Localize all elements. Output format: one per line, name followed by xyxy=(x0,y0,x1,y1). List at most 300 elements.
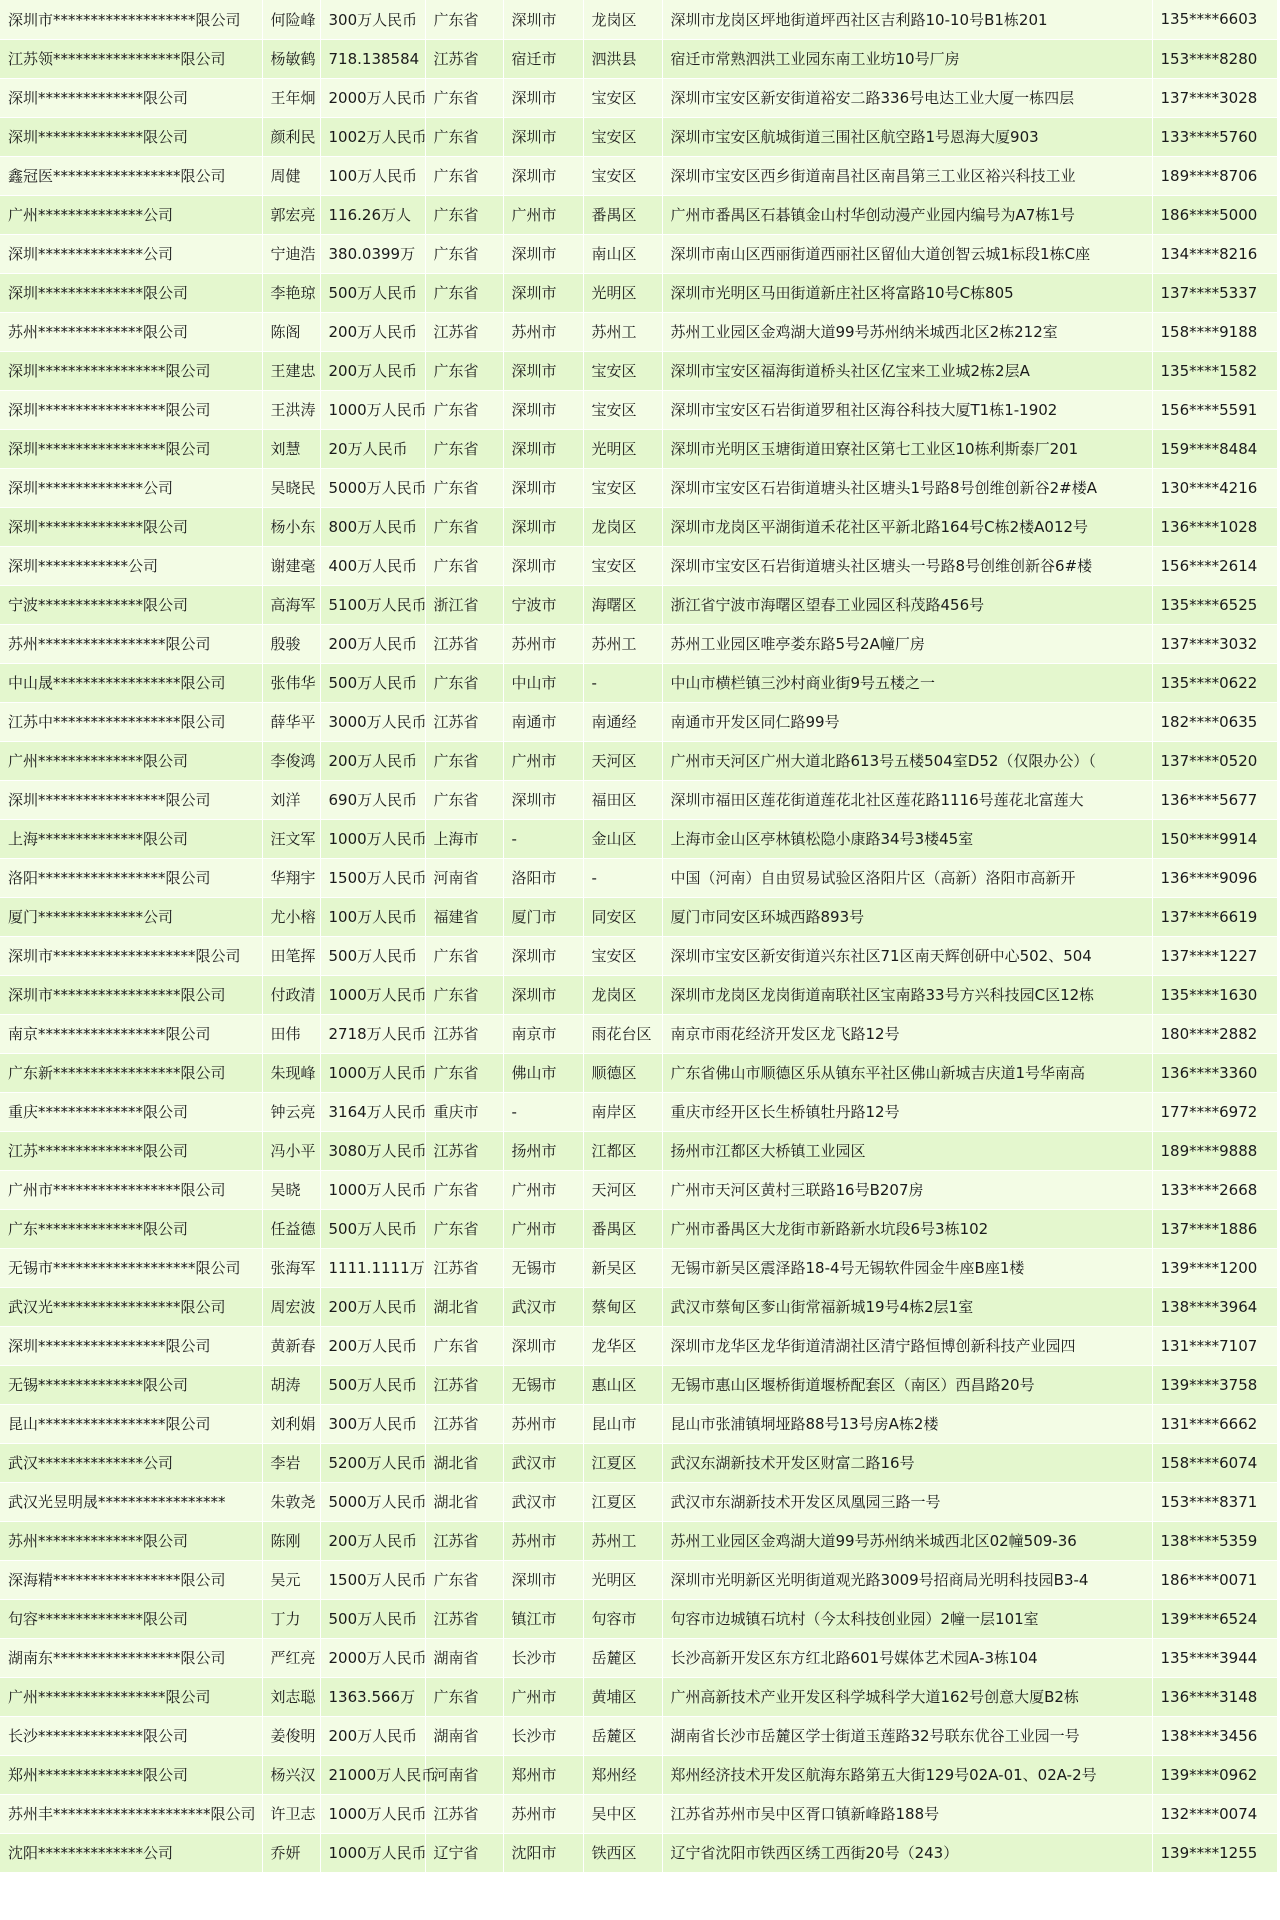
phone-cell: 135****0622 xyxy=(1152,663,1277,702)
city-cell: 深圳市 xyxy=(503,975,583,1014)
address-cell: 苏州工业园区唯亭娄东路5号2A幢厂房 xyxy=(662,624,1152,663)
table-row xyxy=(0,1560,1277,1599)
registered-capital-cell: 116.26万人 xyxy=(320,195,425,234)
company-name-cell: 武汉光*****************限公司 xyxy=(0,1287,262,1326)
company-name-cell: 宁波**************限公司 xyxy=(0,585,262,624)
district-cell: 昆山市 xyxy=(583,1404,662,1443)
registered-capital-cell: 690万人民币 xyxy=(320,780,425,819)
company-name-cell: 深圳**************限公司 xyxy=(0,507,262,546)
company-name-cell: 深圳**************公司 xyxy=(0,234,262,273)
address-cell: 深圳市南山区西丽街道西丽社区留仙大道创智云城1标段1栋C座 xyxy=(662,234,1152,273)
city-cell: 郑州市 xyxy=(503,1755,583,1794)
legal-representative-cell: 吴元 xyxy=(262,1560,320,1599)
district-cell: 蔡甸区 xyxy=(583,1287,662,1326)
district-cell: 南岸区 xyxy=(583,1092,662,1131)
phone-cell: 136****3148 xyxy=(1152,1677,1277,1716)
address-cell: 浙江省宁波市海曙区望春工业园区科茂路456号 xyxy=(662,585,1152,624)
legal-representative-cell: 杨小东 xyxy=(262,507,320,546)
phone-cell: 135****6603 xyxy=(1152,0,1277,39)
phone-cell: 137****3032 xyxy=(1152,624,1277,663)
phone-cell: 133****5760 xyxy=(1152,117,1277,156)
legal-representative-cell: 何险峰 xyxy=(262,0,320,39)
registered-capital-cell: 3000万人民币 xyxy=(320,702,425,741)
legal-representative-cell: 王年炯 xyxy=(262,78,320,117)
province-cell: 广东省 xyxy=(425,1677,503,1716)
registered-capital-cell: 1000万人民币 xyxy=(320,819,425,858)
table-row xyxy=(0,819,1277,858)
registered-capital-cell: 100万人民币 xyxy=(320,156,425,195)
city-cell: 深圳市 xyxy=(503,507,583,546)
legal-representative-cell: 王建忠 xyxy=(262,351,320,390)
company-name-cell: 江苏中*****************限公司 xyxy=(0,702,262,741)
table-row xyxy=(0,1404,1277,1443)
province-cell: 江苏省 xyxy=(425,1794,503,1833)
company-name-cell: 苏州*****************限公司 xyxy=(0,624,262,663)
phone-cell: 153****8280 xyxy=(1152,39,1277,78)
table-row xyxy=(0,1716,1277,1755)
table-row xyxy=(0,1443,1277,1482)
city-cell: 厦门市 xyxy=(503,897,583,936)
company-name-cell: 湖南东*****************限公司 xyxy=(0,1638,262,1677)
table-row xyxy=(0,1833,1277,1872)
phone-cell: 137****5337 xyxy=(1152,273,1277,312)
address-cell: 深圳市宝安区西乡街道南昌社区南昌第三工业区裕兴科技工业 xyxy=(662,156,1152,195)
legal-representative-cell: 朱敦尧 xyxy=(262,1482,320,1521)
city-cell: 长沙市 xyxy=(503,1716,583,1755)
district-cell: 龙岗区 xyxy=(583,507,662,546)
company-name-cell: 深圳*****************限公司 xyxy=(0,351,262,390)
phone-cell: 186****0071 xyxy=(1152,1560,1277,1599)
registered-capital-cell: 500万人民币 xyxy=(320,1599,425,1638)
table-row xyxy=(0,234,1277,273)
table-row xyxy=(0,936,1277,975)
registered-capital-cell: 200万人民币 xyxy=(320,624,425,663)
district-cell: 惠山区 xyxy=(583,1365,662,1404)
registered-capital-cell: 1500万人民币 xyxy=(320,1560,425,1599)
district-cell: 苏州工 xyxy=(583,624,662,663)
table-row xyxy=(0,78,1277,117)
province-cell: 广东省 xyxy=(425,546,503,585)
phone-cell: 138****3964 xyxy=(1152,1287,1277,1326)
phone-cell: 156****5591 xyxy=(1152,390,1277,429)
table-row xyxy=(0,0,1277,39)
company-name-cell: 深圳市*****************限公司 xyxy=(0,975,262,1014)
city-cell: - xyxy=(503,819,583,858)
address-cell: 深圳市光明区玉塘街道田寮社区第七工业区10栋利斯泰厂201 xyxy=(662,429,1152,468)
district-cell: 黄埔区 xyxy=(583,1677,662,1716)
address-cell: 广州高新技术产业开发区科学城科学大道162号创意大厦B2栋 xyxy=(662,1677,1152,1716)
registered-capital-cell: 200万人民币 xyxy=(320,1326,425,1365)
district-cell: 苏州工 xyxy=(583,1521,662,1560)
city-cell: 广州市 xyxy=(503,741,583,780)
legal-representative-cell: 杨兴汉 xyxy=(262,1755,320,1794)
legal-representative-cell: 王洪涛 xyxy=(262,390,320,429)
registered-capital-cell: 500万人民币 xyxy=(320,1365,425,1404)
legal-representative-cell: 汪文军 xyxy=(262,819,320,858)
phone-cell: 132****0074 xyxy=(1152,1794,1277,1833)
city-cell: 深圳市 xyxy=(503,117,583,156)
phone-cell: 138****3456 xyxy=(1152,1716,1277,1755)
table-row xyxy=(0,1326,1277,1365)
province-cell: 江苏省 xyxy=(425,312,503,351)
table-row xyxy=(0,1482,1277,1521)
legal-representative-cell: 尤小榕 xyxy=(262,897,320,936)
phone-cell: 189****9888 xyxy=(1152,1131,1277,1170)
company-name-cell: 深圳**************限公司 xyxy=(0,78,262,117)
district-cell: 宝安区 xyxy=(583,351,662,390)
phone-cell: 182****0635 xyxy=(1152,702,1277,741)
company-name-cell: 深圳市*******************限公司 xyxy=(0,936,262,975)
phone-cell: 138****5359 xyxy=(1152,1521,1277,1560)
table-row xyxy=(0,1092,1277,1131)
province-cell: 江苏省 xyxy=(425,39,503,78)
phone-cell: 135****1582 xyxy=(1152,351,1277,390)
legal-representative-cell: 宁迪浩 xyxy=(262,234,320,273)
phone-cell: 139****1200 xyxy=(1152,1248,1277,1287)
province-cell: 河南省 xyxy=(425,858,503,897)
legal-representative-cell: 郭宏亮 xyxy=(262,195,320,234)
table-row xyxy=(0,663,1277,702)
city-cell: 广州市 xyxy=(503,195,583,234)
province-cell: 上海市 xyxy=(425,819,503,858)
phone-cell: 153****8371 xyxy=(1152,1482,1277,1521)
table-row xyxy=(0,1170,1277,1209)
city-cell: 沈阳市 xyxy=(503,1833,583,1872)
phone-cell: 158****9188 xyxy=(1152,312,1277,351)
phone-cell: 130****4216 xyxy=(1152,468,1277,507)
registered-capital-cell: 1111.1111万 xyxy=(320,1248,425,1287)
district-cell: 宝安区 xyxy=(583,390,662,429)
city-cell: 苏州市 xyxy=(503,624,583,663)
address-cell: 深圳市福田区莲花街道莲花北社区莲花路1116号莲花北富莲大 xyxy=(662,780,1152,819)
province-cell: 湖北省 xyxy=(425,1482,503,1521)
legal-representative-cell: 田笔挥 xyxy=(262,936,320,975)
province-cell: 湖南省 xyxy=(425,1638,503,1677)
city-cell: 深圳市 xyxy=(503,936,583,975)
table-row xyxy=(0,507,1277,546)
registered-capital-cell: 2000万人民币 xyxy=(320,78,425,117)
address-cell: 郑州经济技术开发区航海东路第五大街129号02A-01、02A-2号 xyxy=(662,1755,1152,1794)
company-name-cell: 深圳************公司 xyxy=(0,546,262,585)
city-cell: 苏州市 xyxy=(503,1404,583,1443)
province-cell: 广东省 xyxy=(425,780,503,819)
table-row xyxy=(0,1638,1277,1677)
company-name-cell: 广州市*****************限公司 xyxy=(0,1170,262,1209)
table-row xyxy=(0,1521,1277,1560)
district-cell: 泗洪县 xyxy=(583,39,662,78)
phone-cell: 180****2882 xyxy=(1152,1014,1277,1053)
phone-cell: 159****8484 xyxy=(1152,429,1277,468)
address-cell: 深圳市宝安区新安街道兴东社区71区南天辉创研中心502、504 xyxy=(662,936,1152,975)
city-cell: 深圳市 xyxy=(503,390,583,429)
company-name-cell: 深圳**************限公司 xyxy=(0,273,262,312)
company-name-cell: 广州**************限公司 xyxy=(0,741,262,780)
address-cell: 武汉东湖新技术开发区财富二路16号 xyxy=(662,1443,1152,1482)
table-row xyxy=(0,897,1277,936)
phone-cell: 137****1886 xyxy=(1152,1209,1277,1248)
legal-representative-cell: 李艳琼 xyxy=(262,273,320,312)
province-cell: 广东省 xyxy=(425,936,503,975)
province-cell: 河南省 xyxy=(425,1755,503,1794)
district-cell: 宝安区 xyxy=(583,117,662,156)
phone-cell: 137****1227 xyxy=(1152,936,1277,975)
registered-capital-cell: 3164万人民币 xyxy=(320,1092,425,1131)
phone-cell: 136****9096 xyxy=(1152,858,1277,897)
company-name-cell: 深圳*****************限公司 xyxy=(0,390,262,429)
address-cell: 深圳市宝安区航城街道三围社区航空路1号恩海大厦903 xyxy=(662,117,1152,156)
address-cell: 中国（河南）自由贸易试验区洛阳片区（高新）洛阳市高新开 xyxy=(662,858,1152,897)
company-name-cell: 无锡**************限公司 xyxy=(0,1365,262,1404)
company-name-cell: 广东新*****************限公司 xyxy=(0,1053,262,1092)
registered-capital-cell: 20万人民币 xyxy=(320,429,425,468)
city-cell: 无锡市 xyxy=(503,1365,583,1404)
province-cell: 江苏省 xyxy=(425,702,503,741)
table-row xyxy=(0,312,1277,351)
company-name-cell: 洛阳*****************限公司 xyxy=(0,858,262,897)
address-cell: 深圳市光明新区光明街道观光路3009号招商局光明科技园B3-4 xyxy=(662,1560,1152,1599)
registered-capital-cell: 300万人民币 xyxy=(320,0,425,39)
company-name-cell: 深圳*****************限公司 xyxy=(0,1326,262,1365)
phone-cell: 131****6662 xyxy=(1152,1404,1277,1443)
province-cell: 广东省 xyxy=(425,1053,503,1092)
city-cell: 宁波市 xyxy=(503,585,583,624)
company-name-cell: 深圳**************公司 xyxy=(0,468,262,507)
table-row xyxy=(0,273,1277,312)
city-cell: - xyxy=(503,1092,583,1131)
company-name-cell: 深圳*****************限公司 xyxy=(0,780,262,819)
city-cell: 苏州市 xyxy=(503,1794,583,1833)
district-cell: 江夏区 xyxy=(583,1482,662,1521)
company-name-cell: 昆山*****************限公司 xyxy=(0,1404,262,1443)
registered-capital-cell: 400万人民币 xyxy=(320,546,425,585)
city-cell: 深圳市 xyxy=(503,1560,583,1599)
company-name-cell: 上海**************限公司 xyxy=(0,819,262,858)
district-cell: 同安区 xyxy=(583,897,662,936)
district-cell: 宝安区 xyxy=(583,936,662,975)
legal-representative-cell: 颜利民 xyxy=(262,117,320,156)
address-cell: 扬州市江都区大桥镇工业园区 xyxy=(662,1131,1152,1170)
phone-cell: 131****7107 xyxy=(1152,1326,1277,1365)
phone-cell: 137****0520 xyxy=(1152,741,1277,780)
legal-representative-cell: 钟云亮 xyxy=(262,1092,320,1131)
phone-cell: 136****3360 xyxy=(1152,1053,1277,1092)
city-cell: 深圳市 xyxy=(503,234,583,273)
address-cell: 深圳市龙岗区平湖街道禾花社区平新北路164号C栋2楼A012号 xyxy=(662,507,1152,546)
table-row xyxy=(0,975,1277,1014)
legal-representative-cell: 殷骏 xyxy=(262,624,320,663)
registered-capital-cell: 718.138584 xyxy=(320,39,425,78)
phone-cell: 134****8216 xyxy=(1152,234,1277,273)
company-name-cell: 武汉光昱明晟***************** xyxy=(0,1482,262,1521)
address-cell: 南京市雨花经济开发区龙飞路12号 xyxy=(662,1014,1152,1053)
address-cell: 武汉市东湖新技术开发区凤凰园三路一号 xyxy=(662,1482,1152,1521)
province-cell: 广东省 xyxy=(425,663,503,702)
table-row xyxy=(0,1248,1277,1287)
table-row xyxy=(0,1287,1277,1326)
registered-capital-cell: 1000万人民币 xyxy=(320,1170,425,1209)
legal-representative-cell: 许卫志 xyxy=(262,1794,320,1833)
registered-capital-cell: 5000万人民币 xyxy=(320,1482,425,1521)
legal-representative-cell: 薛华平 xyxy=(262,702,320,741)
table-row xyxy=(0,624,1277,663)
company-name-cell: 苏州丰*********************限公司 xyxy=(0,1794,262,1833)
table-row xyxy=(0,1365,1277,1404)
table-row xyxy=(0,1677,1277,1716)
district-cell: 江夏区 xyxy=(583,1443,662,1482)
phone-cell: 139****0962 xyxy=(1152,1755,1277,1794)
registered-capital-cell: 1000万人民币 xyxy=(320,1053,425,1092)
province-cell: 江苏省 xyxy=(425,1014,503,1053)
registered-capital-cell: 200万人民币 xyxy=(320,1521,425,1560)
company-name-cell: 南京*****************限公司 xyxy=(0,1014,262,1053)
city-cell: 深圳市 xyxy=(503,0,583,39)
registered-capital-cell: 5000万人民币 xyxy=(320,468,425,507)
city-cell: 镇江市 xyxy=(503,1599,583,1638)
province-cell: 广东省 xyxy=(425,0,503,39)
legal-representative-cell: 田伟 xyxy=(262,1014,320,1053)
table-row xyxy=(0,858,1277,897)
legal-representative-cell: 吴晓民 xyxy=(262,468,320,507)
district-cell: 福田区 xyxy=(583,780,662,819)
address-cell: 厦门市同安区环城西路893号 xyxy=(662,897,1152,936)
province-cell: 广东省 xyxy=(425,78,503,117)
phone-cell: 158****6074 xyxy=(1152,1443,1277,1482)
table-row xyxy=(0,741,1277,780)
legal-representative-cell: 周健 xyxy=(262,156,320,195)
registered-capital-cell: 380.0399万 xyxy=(320,234,425,273)
table-row xyxy=(0,156,1277,195)
registered-capital-cell: 2000万人民币 xyxy=(320,1638,425,1677)
table-row xyxy=(0,195,1277,234)
table-row xyxy=(0,468,1277,507)
address-cell: 昆山市张浦镇垌垭路88号13号房A栋2楼 xyxy=(662,1404,1152,1443)
province-cell: 浙江省 xyxy=(425,585,503,624)
company-name-cell: 江苏**************限公司 xyxy=(0,1131,262,1170)
registered-capital-cell: 800万人民币 xyxy=(320,507,425,546)
legal-representative-cell: 吴晓 xyxy=(262,1170,320,1209)
company-name-cell: 江苏领*****************限公司 xyxy=(0,39,262,78)
address-cell: 广州市番禺区石碁镇金山村华创动漫产业园内编号为A7栋1号 xyxy=(662,195,1152,234)
district-cell: 金山区 xyxy=(583,819,662,858)
province-cell: 广东省 xyxy=(425,273,503,312)
table-row xyxy=(0,429,1277,468)
district-cell: 南通经 xyxy=(583,702,662,741)
district-cell: 天河区 xyxy=(583,741,662,780)
phone-cell: 139****6524 xyxy=(1152,1599,1277,1638)
district-cell: 吴中区 xyxy=(583,1794,662,1833)
address-cell: 重庆市经开区长生桥镇牡丹路12号 xyxy=(662,1092,1152,1131)
city-cell: 深圳市 xyxy=(503,780,583,819)
province-cell: 湖北省 xyxy=(425,1287,503,1326)
registered-capital-cell: 5100万人民币 xyxy=(320,585,425,624)
address-cell: 深圳市光明区马田街道新庄社区将富路10号C栋805 xyxy=(662,273,1152,312)
table-row xyxy=(0,585,1277,624)
registered-capital-cell: 1002万人民币 xyxy=(320,117,425,156)
phone-cell: 150****9914 xyxy=(1152,819,1277,858)
address-cell: 深圳市宝安区福海街道桥头社区亿宝来工业城2栋2层A xyxy=(662,351,1152,390)
city-cell: 南通市 xyxy=(503,702,583,741)
address-cell: 深圳市龙华区龙华街道清湖社区清宁路恒博创新科技产业园四 xyxy=(662,1326,1152,1365)
company-name-cell: 武汉**************公司 xyxy=(0,1443,262,1482)
province-cell: 广东省 xyxy=(425,1326,503,1365)
district-cell: 句容市 xyxy=(583,1599,662,1638)
table-row xyxy=(0,1053,1277,1092)
legal-representative-cell: 李俊鸿 xyxy=(262,741,320,780)
province-cell: 广东省 xyxy=(425,429,503,468)
company-name-cell: 广东**************限公司 xyxy=(0,1209,262,1248)
registered-capital-cell: 200万人民币 xyxy=(320,1716,425,1755)
legal-representative-cell: 刘志聪 xyxy=(262,1677,320,1716)
province-cell: 江苏省 xyxy=(425,1404,503,1443)
registered-capital-cell: 1500万人民币 xyxy=(320,858,425,897)
address-cell: 江苏省苏州市吴中区胥口镇新峰路188号 xyxy=(662,1794,1152,1833)
province-cell: 江苏省 xyxy=(425,624,503,663)
phone-cell: 136****1028 xyxy=(1152,507,1277,546)
phone-cell: 137****3028 xyxy=(1152,78,1277,117)
city-cell: 武汉市 xyxy=(503,1482,583,1521)
table-row xyxy=(0,117,1277,156)
address-cell: 中山市横栏镇三沙村商业街9号五楼之一 xyxy=(662,663,1152,702)
province-cell: 广东省 xyxy=(425,1560,503,1599)
phone-cell: 135****6525 xyxy=(1152,585,1277,624)
province-cell: 重庆市 xyxy=(425,1092,503,1131)
registered-capital-cell: 300万人民币 xyxy=(320,1404,425,1443)
registered-capital-cell: 1000万人民币 xyxy=(320,1833,425,1872)
phone-cell: 156****2614 xyxy=(1152,546,1277,585)
city-cell: 广州市 xyxy=(503,1677,583,1716)
phone-cell: 189****8706 xyxy=(1152,156,1277,195)
legal-representative-cell: 杨敏鹤 xyxy=(262,39,320,78)
city-cell: 深圳市 xyxy=(503,468,583,507)
address-cell: 广东省佛山市顺德区乐从镇东平社区佛山新城吉庆道1号华南高 xyxy=(662,1053,1152,1092)
address-cell: 广州市天河区广州大道北路613号五楼504室D52（仅限办公）（ xyxy=(662,741,1152,780)
address-cell: 深圳市宝安区新安街道裕安二路336号电达工业大厦一栋四层 xyxy=(662,78,1152,117)
province-cell: 广东省 xyxy=(425,468,503,507)
registered-capital-cell: 1000万人民币 xyxy=(320,975,425,1014)
province-cell: 江苏省 xyxy=(425,1365,503,1404)
district-cell: 海曙区 xyxy=(583,585,662,624)
legal-representative-cell: 刘慧 xyxy=(262,429,320,468)
district-cell: 龙华区 xyxy=(583,1326,662,1365)
district-cell: 南山区 xyxy=(583,234,662,273)
table-row xyxy=(0,702,1277,741)
province-cell: 广东省 xyxy=(425,195,503,234)
address-cell: 深圳市宝安区石岩街道塘头社区塘头一号路8号创维创新谷6#楼 xyxy=(662,546,1152,585)
province-cell: 福建省 xyxy=(425,897,503,936)
district-cell: - xyxy=(583,663,662,702)
address-cell: 句容市边城镇石坑村（今太科技创业园）2幢一层101室 xyxy=(662,1599,1152,1638)
company-name-cell: 郑州**************限公司 xyxy=(0,1755,262,1794)
company-name-cell: 深圳*****************限公司 xyxy=(0,429,262,468)
district-cell: 岳麓区 xyxy=(583,1716,662,1755)
company-name-cell: 广州**************公司 xyxy=(0,195,262,234)
company-name-cell: 苏州**************限公司 xyxy=(0,312,262,351)
phone-cell: 135****3944 xyxy=(1152,1638,1277,1677)
legal-representative-cell: 冯小平 xyxy=(262,1131,320,1170)
province-cell: 辽宁省 xyxy=(425,1833,503,1872)
address-cell: 武汉市蔡甸区奓山街常福新城19号4栋2层1室 xyxy=(662,1287,1152,1326)
registered-capital-cell: 500万人民币 xyxy=(320,936,425,975)
phone-cell: 177****6972 xyxy=(1152,1092,1277,1131)
city-cell: 深圳市 xyxy=(503,546,583,585)
city-cell: 广州市 xyxy=(503,1170,583,1209)
legal-representative-cell: 朱现峰 xyxy=(262,1053,320,1092)
company-name-cell: 句容**************限公司 xyxy=(0,1599,262,1638)
address-cell: 深圳市龙岗区龙岗街道南联社区宝南路33号方兴科技园C区12栋 xyxy=(662,975,1152,1014)
province-cell: 江苏省 xyxy=(425,1248,503,1287)
legal-representative-cell: 付政清 xyxy=(262,975,320,1014)
district-cell: 宝安区 xyxy=(583,546,662,585)
